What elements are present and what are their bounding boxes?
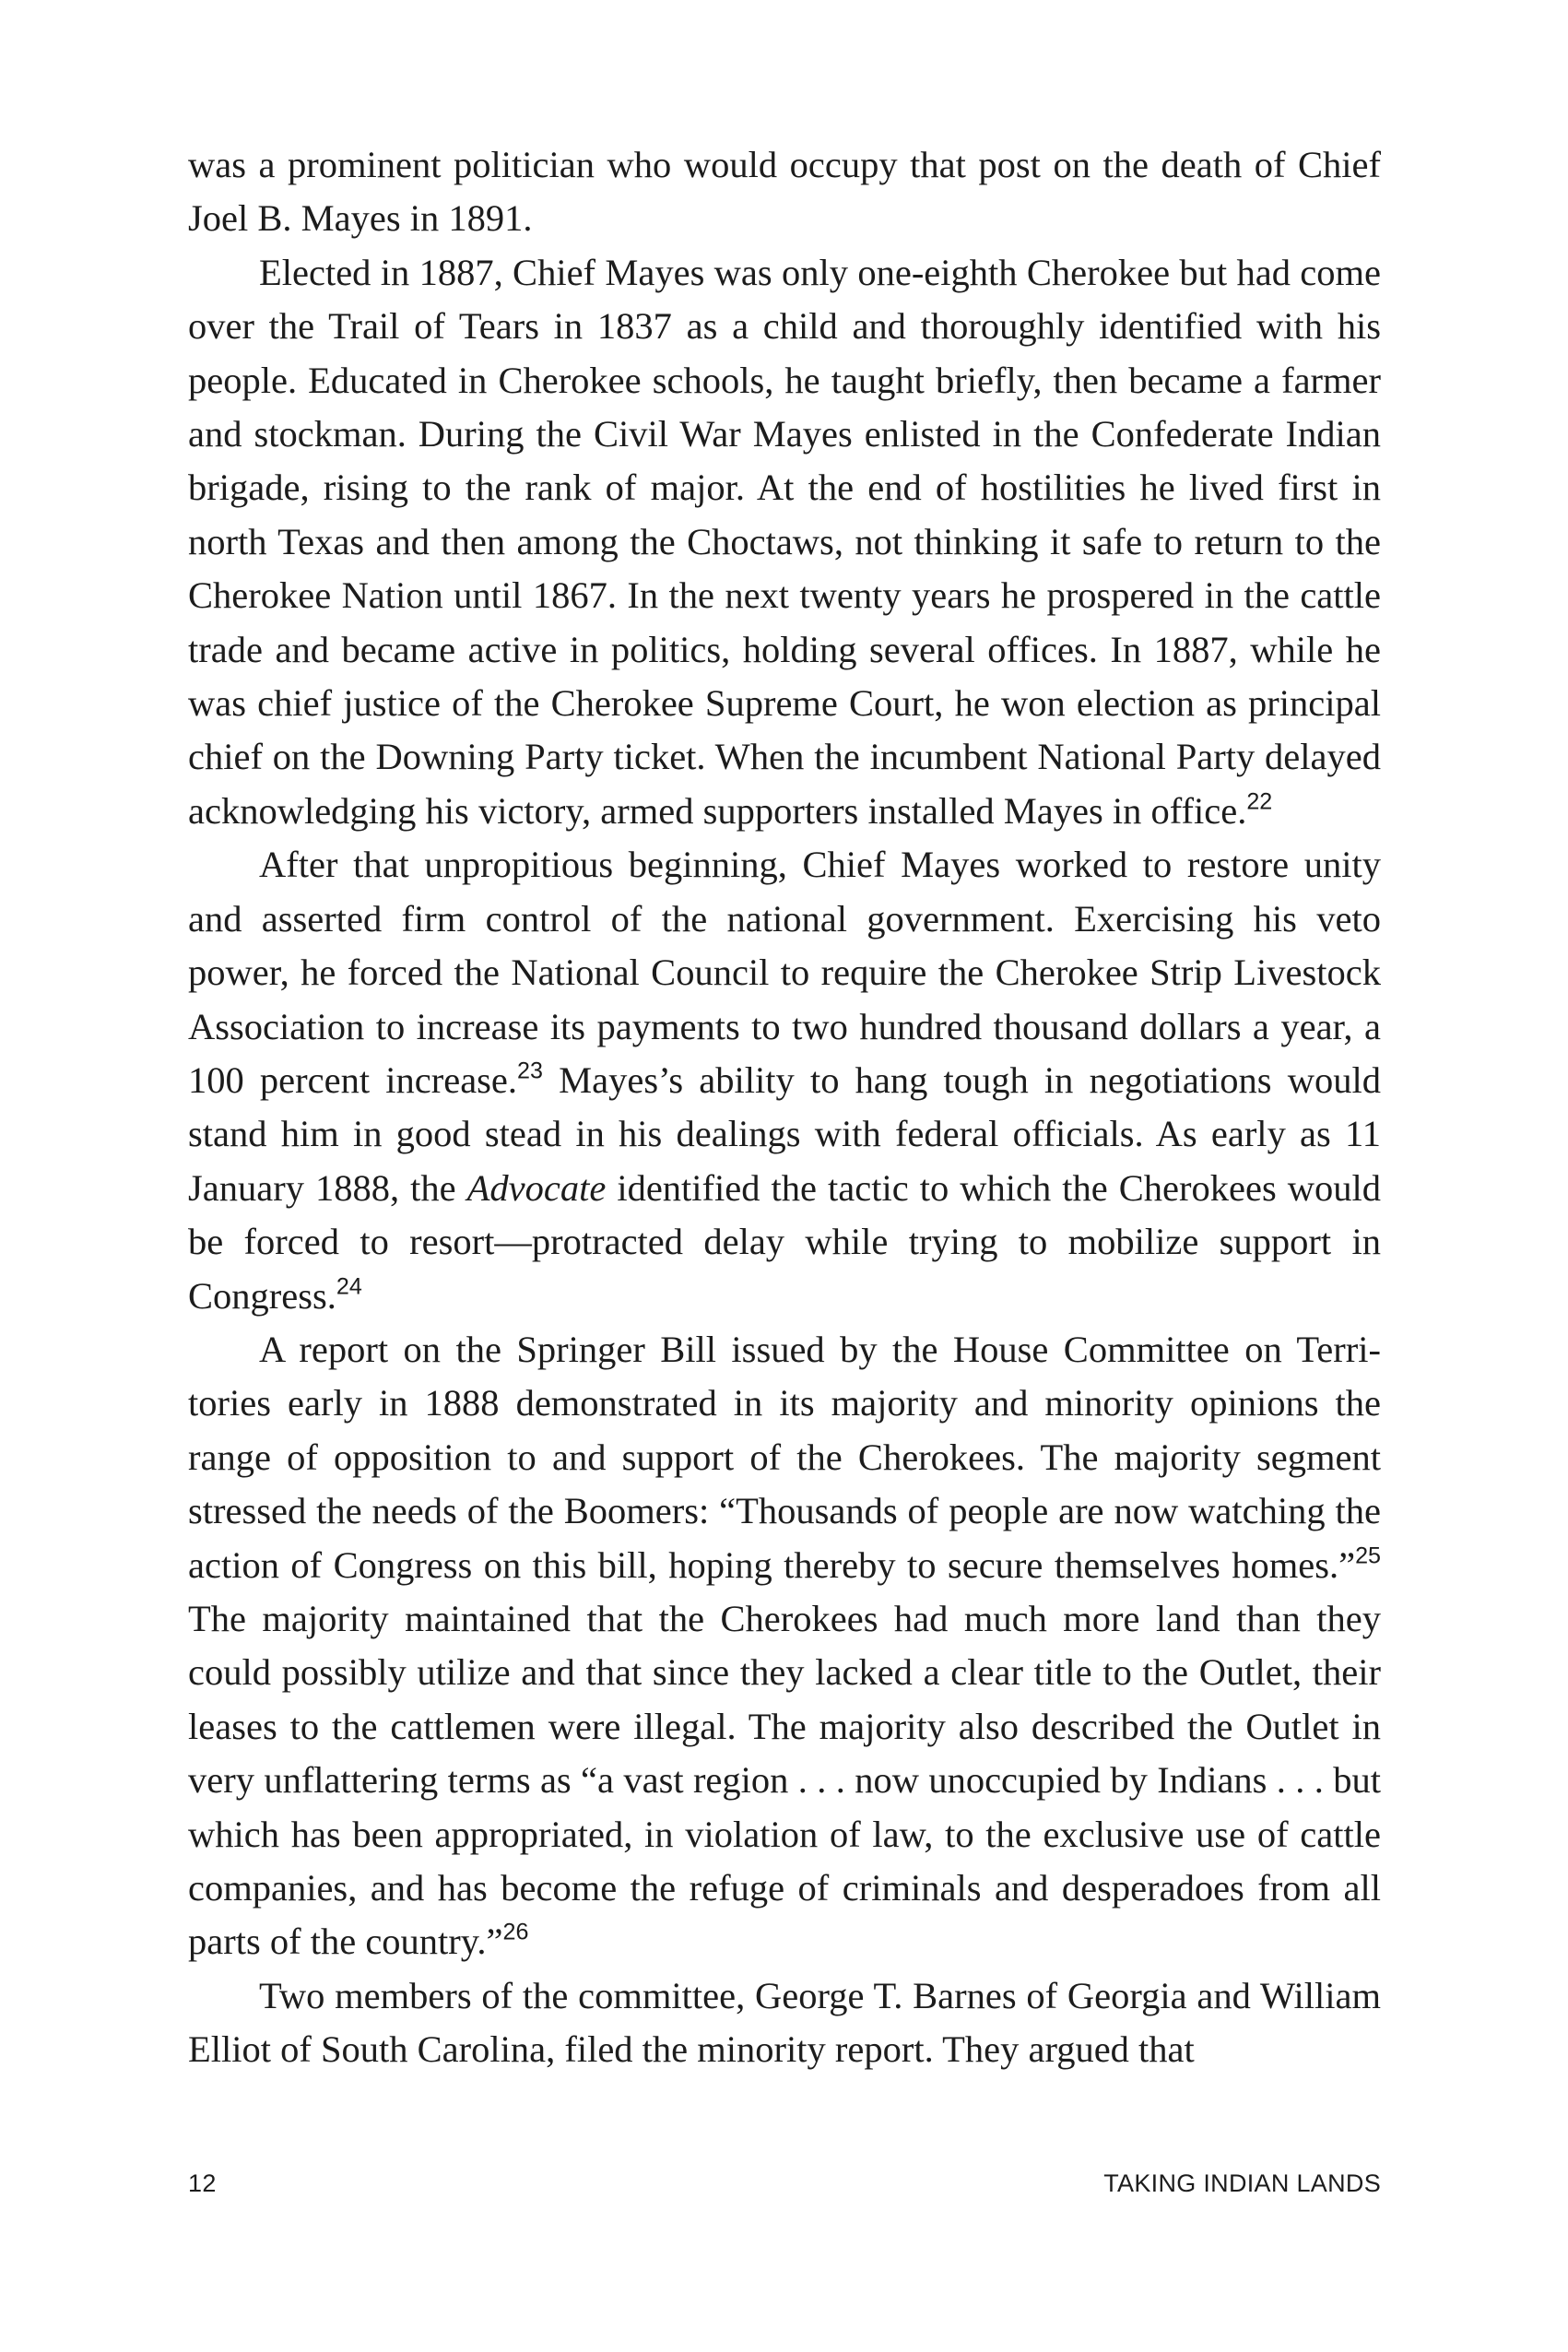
footnote-marker: 23 bbox=[517, 1058, 543, 1084]
paragraph-text: Elected in 1887, Chief Mayes was only one-eighth Cherokee but had come over the Trail of Tears in 1837 as a child and thoroughly identified with his people. Educated in Cherokee schools, he taught briefly, then became a farmer and stockman. During the Civil War Mayes enlisted in the Confederate Indian brigade, rising to the rank of major. At the end of hostilities he lived first in north Texas and then among the Choctaws, not thinking it safe to return to the Cherokee Nation until 1867. In the next twenty years he prospered in the cattle trade and became active in politics, holding several offices. In 1887, while he was chief justice of the Cherokee Supreme Court, he won election as principal chief on the Downing Party ticket. When the incumbent National Party delayed acknowledging his victory, armed supporters installed Mayes in office. bbox=[188, 251, 1381, 832]
paragraph bbox=[188, 1969, 1381, 2077]
paragraph-text: The majority maintained that the Cherokees had much more land than they could possibly utilize and that since they lacked a clear title to the Outlet, their leases to the cattlemen were illegal. The majority also described the Outlet in very unflattering terms as “a vast region . . . now unoccupied by Indians . . . but which has been appropriated, in violation of law, to the exclusive use of cattle companies, and has become the refuge of criminals and desperadoes from all parts of the country.” bbox=[188, 1597, 1381, 1963]
running-head: TAKING INDIAN LANDS bbox=[1103, 2169, 1381, 2197]
footnote-marker: 25 bbox=[1355, 1542, 1381, 1568]
paragraph-text: identified the tactic to which the Cherokees would be forced to resort—protracted delay while trying to mobilize support in Congress. bbox=[188, 1166, 1381, 1317]
paragraph-text: Mayes’s ability to hang tough in negotiations would stand him in good stead in his dealings with federal officials. As early as 11 January 1888, the bbox=[188, 1058, 1381, 1209]
paragraph-text: After that unpropitious beginning, Chief Mayes worked to restore unity and asserted firm control of the national government. Exercising his veto power, he forced the National Council to require the Cherokee Strip Livestock Association to increase its payments to two hundred thousand dollars a year, a 100 percent increase. bbox=[188, 844, 1381, 1101]
paragraph-text: Two members of the committee, George T. Barnes of Georgia and William Elliot of South Carolina, filed the minority report. They argued that bbox=[188, 1974, 1381, 2071]
footnote-marker: 24 bbox=[336, 1272, 362, 1299]
footnote-marker: 22 bbox=[1246, 788, 1273, 815]
paragraph bbox=[188, 138, 1381, 246]
paragraph bbox=[188, 838, 1381, 1323]
paragraph-text: A report on the Springer Bill issued by the House Committee on Territories early in 1888 demonstrated in its majority and minority opinions the range of opposition to and support of the Cherokees. The majority segment stressed the needs of the Boomers: “Thousands of people are now watching the action of Congress on this bill, hoping thereby to secure themselves homes.” bbox=[188, 1328, 1381, 1586]
body-text bbox=[188, 138, 1381, 2077]
page-number: 12 bbox=[188, 2169, 217, 2197]
footnote-marker: 26 bbox=[502, 1919, 529, 1945]
paragraph bbox=[188, 246, 1381, 838]
publication-title: Advocate bbox=[466, 1166, 607, 1209]
paragraph bbox=[188, 1323, 1381, 1969]
paragraph-text: was a prominent politician who would occupy that post on the death of Chief Joel B. Mayes in 1891. bbox=[188, 144, 1381, 240]
